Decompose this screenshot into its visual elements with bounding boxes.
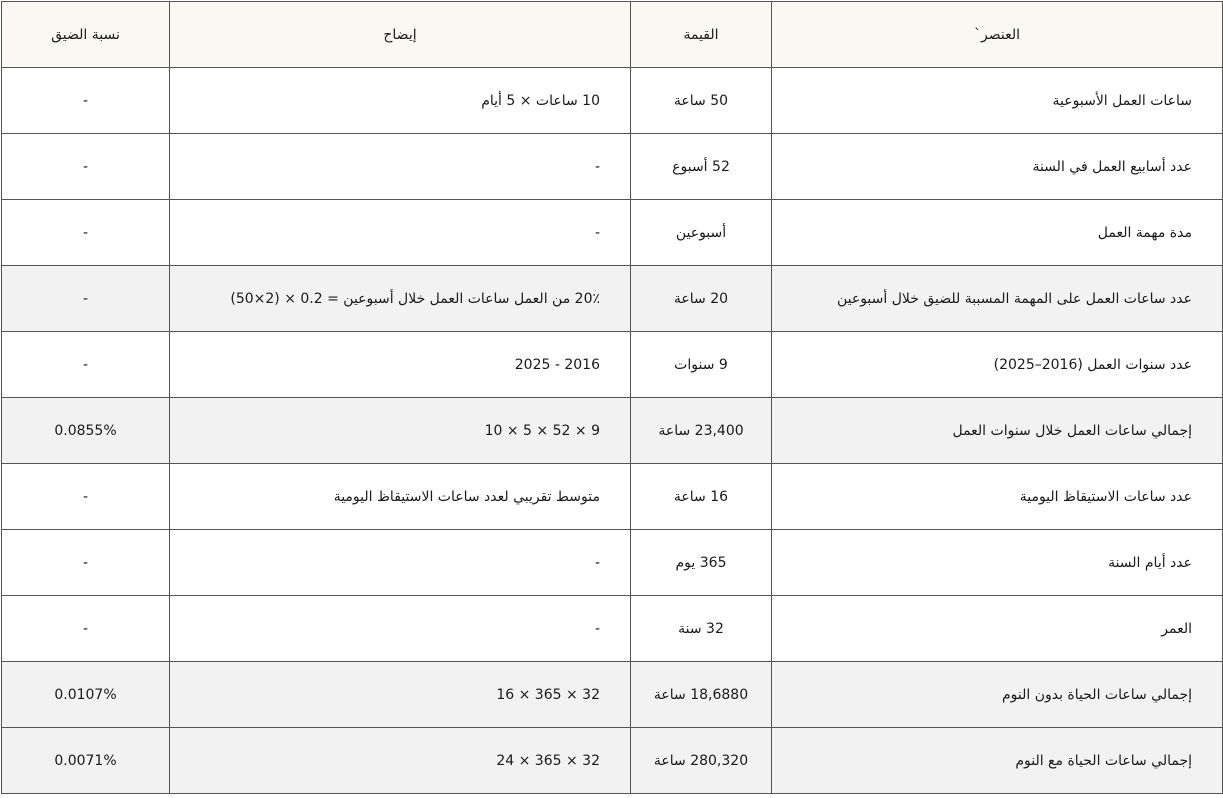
header-value: القيمة bbox=[631, 2, 772, 68]
item-cell: عدد أيام السنة bbox=[772, 530, 1223, 596]
note-cell: 32 × 365 × 16 bbox=[170, 662, 631, 728]
ratio-cell: - bbox=[2, 530, 170, 596]
value-cell: 280,320 ساعة bbox=[631, 728, 772, 794]
item-cell: إجمالي ساعات الحياة بدون النوم bbox=[772, 662, 1223, 728]
table-row bbox=[2, 134, 1223, 200]
item-cell: عدد أسابيع العمل في السنة bbox=[772, 134, 1223, 200]
table-row bbox=[2, 200, 1223, 266]
value-cell: 20 ساعة bbox=[631, 266, 772, 332]
item-cell: إجمالي ساعات العمل خلال سنوات العمل bbox=[772, 398, 1223, 464]
table-header bbox=[2, 2, 1223, 68]
ratio-cell: - bbox=[2, 200, 170, 266]
ratio-cell: - bbox=[2, 266, 170, 332]
value-cell: 52 أسبوع bbox=[631, 134, 772, 200]
note-cell: - bbox=[170, 134, 631, 200]
table-row bbox=[2, 596, 1223, 662]
note-cell: - bbox=[170, 530, 631, 596]
header-item: العنصرˋ bbox=[772, 2, 1223, 68]
note-cell: 9 × 52 × 5 × 10 bbox=[170, 398, 631, 464]
item-cell: العمر bbox=[772, 596, 1223, 662]
ratio-cell: 0.0071% bbox=[2, 728, 170, 794]
note-cell: متوسط تقريبي لعدد ساعات الاستيقاظ اليومية bbox=[170, 464, 631, 530]
value-cell: 23,400 ساعة bbox=[631, 398, 772, 464]
note-cell: 2016 - 2025 bbox=[170, 332, 631, 398]
note-cell: - bbox=[170, 200, 631, 266]
table-row bbox=[2, 68, 1223, 134]
ratio-cell: - bbox=[2, 596, 170, 662]
ratio-cell: 0.0855% bbox=[2, 398, 170, 464]
table-row bbox=[2, 662, 1223, 728]
value-cell: 16 ساعة bbox=[631, 464, 772, 530]
ratio-cell: 0.0107% bbox=[2, 662, 170, 728]
item-cell: عدد سنوات العمل (2016–2025) bbox=[772, 332, 1223, 398]
value-cell: أسبوعين bbox=[631, 200, 772, 266]
data-table bbox=[1, 1, 1223, 794]
value-cell: 50 ساعة bbox=[631, 68, 772, 134]
note-cell: 10 ساعات × 5 أيام bbox=[170, 68, 631, 134]
ratio-cell: - bbox=[2, 332, 170, 398]
item-cell: عدد ساعات الاستيقاظ اليومية bbox=[772, 464, 1223, 530]
value-cell: 9 سنوات bbox=[631, 332, 772, 398]
note-cell: - bbox=[170, 596, 631, 662]
header-ratio: نسبة الضيق bbox=[2, 2, 170, 68]
table-row bbox=[2, 530, 1223, 596]
table-row bbox=[2, 464, 1223, 530]
item-cell: مدة مهمة العمل bbox=[772, 200, 1223, 266]
value-cell: 18,6880 ساعة bbox=[631, 662, 772, 728]
table-row bbox=[2, 728, 1223, 794]
note-cell: 32 × 365 × 24 bbox=[170, 728, 631, 794]
table-row bbox=[2, 398, 1223, 464]
item-cell: عدد ساعات العمل على المهمة المسببة للضيق خلال أسبوعين bbox=[772, 266, 1223, 332]
table-row bbox=[2, 266, 1223, 332]
ratio-cell: - bbox=[2, 68, 170, 134]
header-row bbox=[2, 2, 1223, 68]
ratio-cell: - bbox=[2, 464, 170, 530]
item-cell: إجمالي ساعات الحياة مع النوم bbox=[772, 728, 1223, 794]
note-cell: 20٪ من العمل ساعات العمل خلال أسبوعين = 0.2 × (2×50) bbox=[170, 266, 631, 332]
table-body bbox=[2, 68, 1223, 794]
header-note: إيضاح bbox=[170, 2, 631, 68]
table-row bbox=[2, 332, 1223, 398]
item-cell: ساعات العمل الأسبوعية bbox=[772, 68, 1223, 134]
ratio-cell: - bbox=[2, 134, 170, 200]
value-cell: 32 سنة bbox=[631, 596, 772, 662]
value-cell: 365 يوم bbox=[631, 530, 772, 596]
